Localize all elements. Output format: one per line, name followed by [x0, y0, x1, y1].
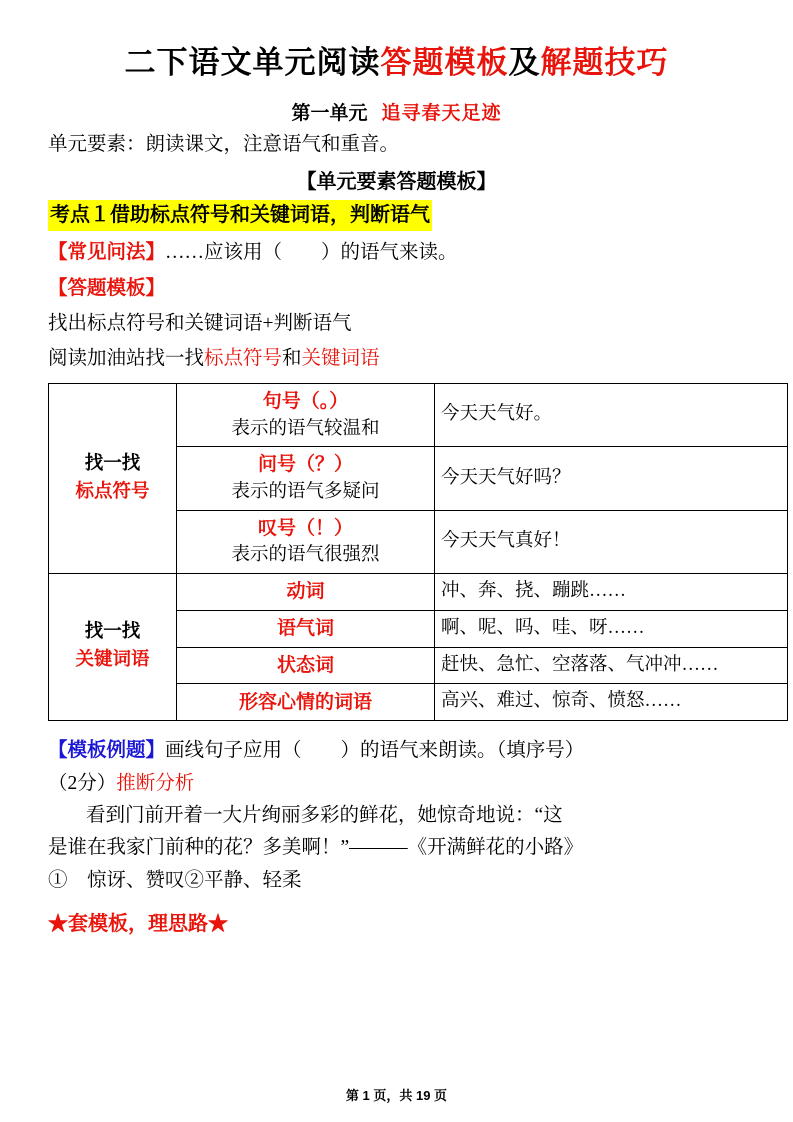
table-cell-example: 高兴、难过、惊奇、愤怒……	[435, 684, 788, 721]
example-block	[48, 735, 745, 897]
template-heading: 【单元要素答题模板】	[296, 171, 497, 194]
group-label-bottom: 关键词语	[75, 650, 150, 671]
unit-name: 追寻春天足迹	[381, 102, 502, 124]
title-part-2: 答题模板	[380, 45, 509, 80]
example-score-line	[48, 768, 745, 800]
page-footer: 第 1 页，共 19 页	[345, 1088, 448, 1103]
common-question-label: 【常见问法】	[48, 242, 166, 264]
table-cell-type	[177, 447, 435, 510]
example-question-line	[48, 735, 745, 767]
table-group-label-keywords	[49, 574, 177, 721]
kaodian-highlight: 考点１借助标点符号和关键词语，判断语气	[48, 200, 432, 231]
cell-title: 句号（。）	[262, 391, 349, 413]
unit-elements-line: 单元要素：朗读课文，注意语气和重音。	[48, 133, 400, 155]
unit-heading	[48, 98, 745, 125]
cell-title: 问号（？）	[257, 454, 353, 476]
title-part-1: 二下语文单元阅读	[124, 45, 381, 80]
table-cell-example: 冲、奔、挠、蹦跳……	[435, 574, 788, 611]
cell-desc: 表示的语气多疑问	[231, 482, 380, 503]
title-part-3: 及	[508, 45, 541, 80]
group-label-top: 找一找	[84, 453, 141, 474]
table-cell-type	[177, 684, 435, 721]
cell-title: 叹号（！）	[257, 517, 353, 539]
answer-template-label: 【答题模板】	[48, 277, 166, 299]
example-score: （2分）	[48, 772, 117, 794]
cell-title: 形容心情的词语	[238, 691, 372, 713]
example-analysis-label: 推断分析	[116, 772, 195, 794]
example-passage-line-2: 是谁在我家门前种的花？多美啊！”———《开满鲜花的小路》	[48, 837, 584, 859]
kaodian-row	[48, 200, 745, 231]
common-question-text: ……应该用（ ）的语气来读。	[165, 242, 458, 264]
table-cell-example: 今天天气好吗？	[435, 447, 788, 510]
table-cell-type	[177, 384, 435, 447]
punctuation-keyword-red-2: 关键词语	[301, 347, 380, 369]
example-options: ① 惊讶、赞叹②平静、轻柔	[48, 869, 302, 891]
cell-title: 动词	[286, 581, 325, 603]
answer-template-line-2	[48, 343, 745, 375]
group-label-top: 找一找	[84, 622, 141, 643]
group-label-bottom: 标点符号	[75, 481, 150, 502]
table-group-label-punctuation	[49, 384, 177, 574]
page-title	[48, 42, 745, 84]
example-passage-line-1: 看到门前开着一大片绚丽多彩的鲜花，她惊奇地说：“这	[86, 804, 563, 826]
table-cell-type	[177, 610, 435, 647]
cell-title: 语气词	[276, 618, 334, 640]
star-tip-line: ★套模板，理思路★	[48, 912, 228, 935]
cell-title: 状态词	[276, 654, 334, 676]
answer-template-line-1: 找出标点符号和关键词语+判断语气	[48, 312, 352, 334]
table-cell-example: 今天天气真好！	[435, 510, 788, 573]
cell-desc: 表示的语气很强烈	[231, 545, 380, 566]
title-part-4: 解题技巧	[540, 45, 669, 80]
common-question-line	[48, 237, 745, 269]
punctuation-keyword-red-1: 标点符号	[204, 347, 283, 369]
table-row	[49, 574, 788, 611]
table-cell-type	[177, 574, 435, 611]
table-cell-type	[177, 647, 435, 684]
table-cell-example: 赶快、急忙、空落落、气冲冲……	[435, 647, 788, 684]
template-table	[48, 383, 788, 721]
table-row	[49, 384, 788, 447]
example-label: 【模板例题】	[48, 740, 166, 762]
cell-desc: 表示的语气较温和	[231, 418, 380, 439]
table-cell-example: 今天天气好。	[435, 384, 788, 447]
reading-station-prefix: 阅读加油站找一找	[48, 347, 205, 369]
table-cell-example: 啊、呢、吗、哇、呀……	[435, 610, 788, 647]
table-cell-type	[177, 510, 435, 573]
answer-template-label-row	[48, 273, 745, 305]
reading-station-mid: 和	[282, 347, 302, 369]
example-question: 画线句子应用（ ）的语气来朗读。（填序号）	[165, 740, 585, 762]
unit-label: 第一单元	[291, 102, 368, 124]
